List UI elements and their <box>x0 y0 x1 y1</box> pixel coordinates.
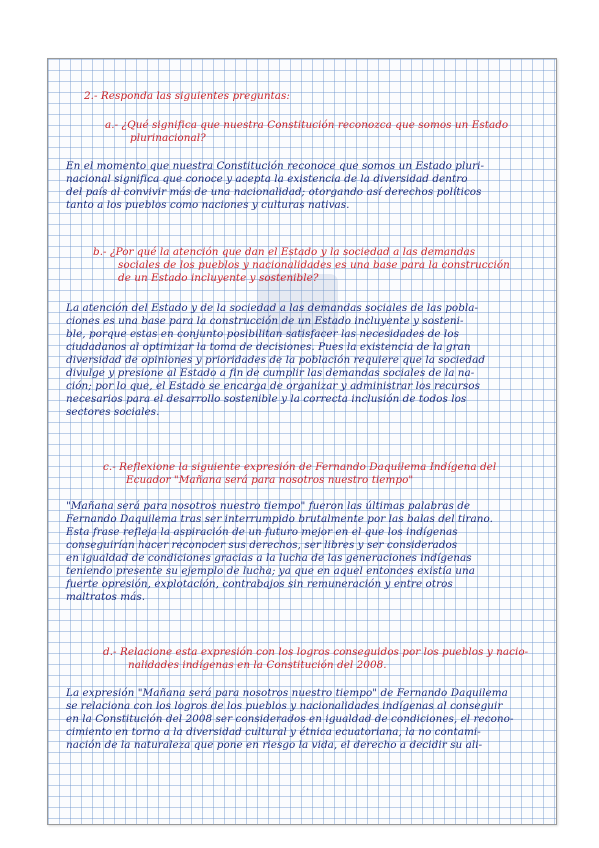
question-a-line-1: a.- ¿Qué significa que nuestra Constitución reconozca que somos un Estado <box>105 119 509 131</box>
answer-c-line-2: Fernando Daquilema tras ser interrumpido brutalmente por las balas del tirano. <box>66 513 493 525</box>
instructions-heading: 2.- Responda las siguientes preguntas: <box>84 90 290 102</box>
question-a-line-2: plurinacional? <box>130 132 206 144</box>
answer-b-line-7: ción; por lo que, el Estado se encarga de organizar y administrar los recursos <box>66 380 480 392</box>
question-c-line-1: c.- Reflexione la siguiente expresión de Fernando Daquilema Indígena del <box>103 461 497 473</box>
answer-a-line-2: nacional significa que conoce y acepta la existencia de la diversidad dentro <box>66 173 468 185</box>
answer-d-line-3: en la Constitución del 2008 ser considerados en igualdad de condiciones, el recono- <box>66 713 514 725</box>
question-d-line-1: d.- Relacione esta expresión con los logros conseguidos por los pueblos y nacio- <box>103 646 529 658</box>
answer-c-line-4: conseguirían hacer reconocer sus derechos, ser libres y ser considerados <box>66 539 458 551</box>
answer-b-line-3: ble, porque estas en conjunto posibilitan satisfacer las necesidades de los <box>66 328 459 340</box>
answer-d-line-2: se relaciona con los logros de los pueblos y nacionalidades indígenas al conseguir <box>66 700 503 712</box>
question-c-line-2: Ecuador "Mañana será para nosotros nuestro tiempo" <box>126 474 414 486</box>
question-b-line-2: sociales de los pueblos y nacionalidades es una base para la construcción <box>118 259 510 271</box>
answer-b-line-2: ciones es una base para la construcción de un Estado incluyente y sosteni- <box>66 315 464 327</box>
answer-c-line-1: "Mañana será para nosotros nuestro tiempo" fueron las últimas palabras de <box>66 500 471 512</box>
answer-b-line-1: La atención del Estado y de la sociedad a las demandas sociales de las pobla- <box>66 302 479 314</box>
answer-c-line-5: en igualdad de condiciones gracias a la lucha de las generaciones indígenas <box>66 552 472 564</box>
answer-b-line-6: divulge y presione al Estado a fin de cumplir las demandas sociales de la na- <box>66 367 475 379</box>
answer-b-line-8: necesarios para el desarrollo sostenible y la correcta inclusión de todos los <box>66 393 467 405</box>
answer-b-line-5: diversidad de opiniones y prioridades de la población requiere que la sociedad <box>66 354 486 366</box>
question-b-line-3: de un Estado incluyente y sostenible? <box>118 272 319 284</box>
answer-b-line-4: ciudadanos al optimizar la toma de decisiones. Pues la existencia de la gran <box>66 341 471 353</box>
answer-a-line-1: En el momento que nuestra Constitución reconoce que somos un Estado pluri- <box>66 160 485 172</box>
answer-c-line-7: fuerte opresión, explotación, contrabajos sin remuneración y entre otros <box>66 578 453 590</box>
answer-d-line-1: La expresión "Mañana será para nosotros nuestro tiempo" de Fernando Daquilema <box>66 687 508 699</box>
answer-a-line-3: del país al convivir más de una nacionalidad; otorgando así derechos políticos <box>66 186 482 198</box>
answer-c-line-6: teniendo presente su ejemplo de lucha; ya que en aquel entonces existía una <box>66 565 475 577</box>
question-b-line-1: b.- ¿Por qué la atención que dan el Estado y la sociedad a las demandas <box>93 246 476 258</box>
answer-d-line-4: cimiento en torno a la diversidad cultural y étnica ecuatoriana, la no contami- <box>66 726 481 738</box>
answer-c-line-8: maltratos más. <box>66 591 146 603</box>
answer-d-line-5: nación de la naturaleza que pone en riesgo la vida, el derecho a decidir su ali- <box>66 739 483 751</box>
notebook-page <box>47 58 557 825</box>
answer-a-line-4: tanto a los pueblos como naciones y culturas nativas. <box>66 199 350 211</box>
answer-b-line-9: sectores sociales. <box>66 406 160 418</box>
answer-c-line-3: Esta frase refleja la aspiración de un futuro mejor en el que los indígenas <box>66 526 458 538</box>
question-d-line-2: nalidades indígenas en la Constitución del 2008. <box>128 659 387 671</box>
